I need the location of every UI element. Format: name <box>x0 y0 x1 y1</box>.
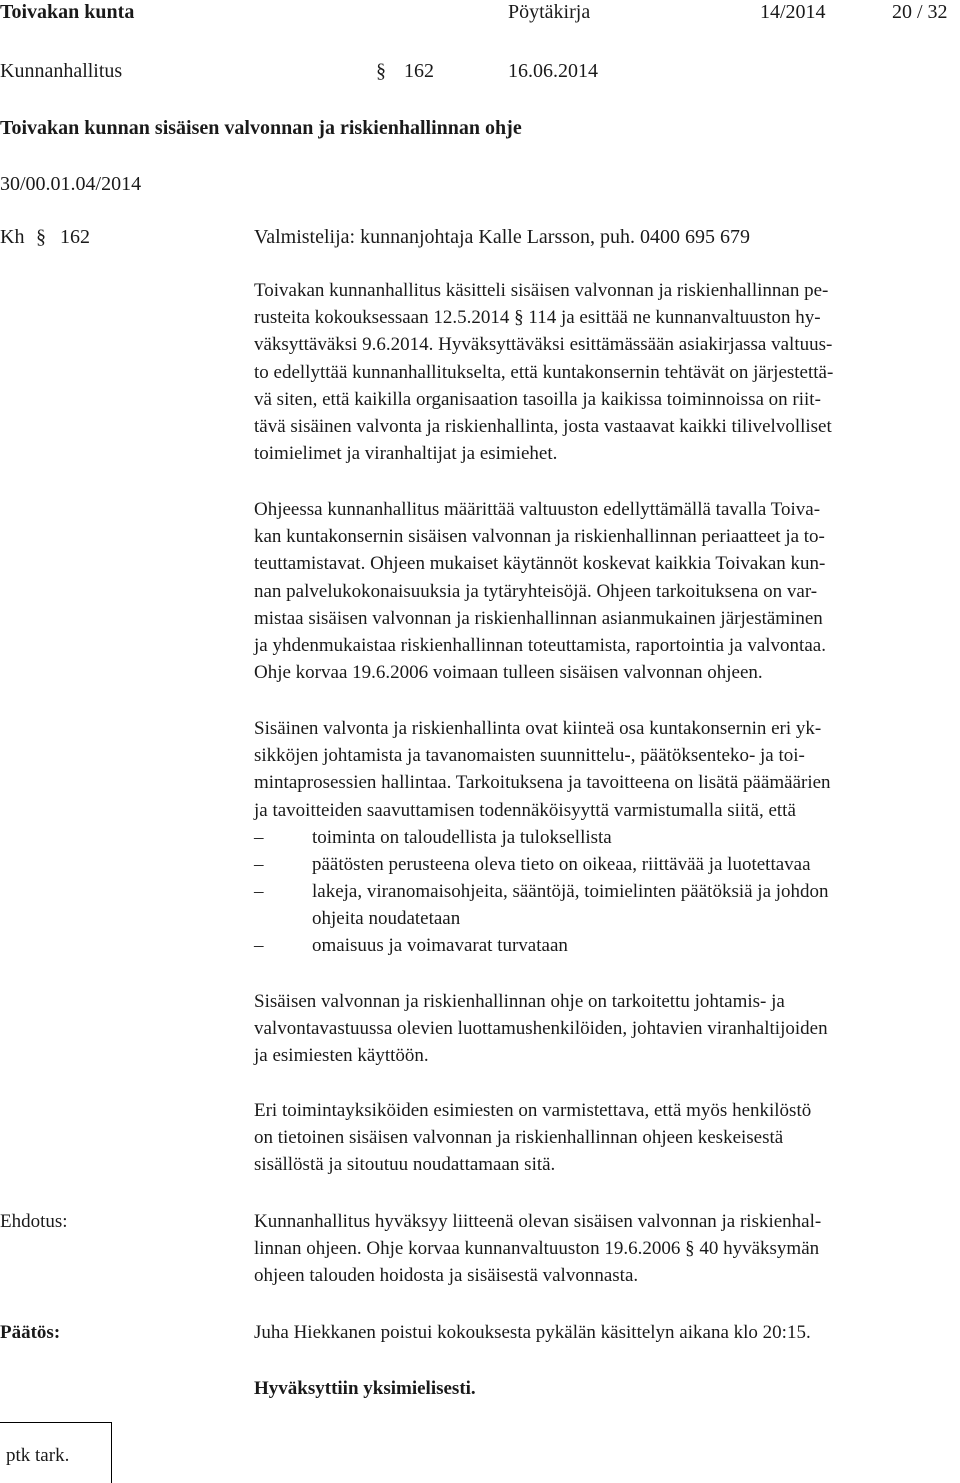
list-item: toiminta on taloudellista ja tuloksellista <box>312 827 612 848</box>
list-item: päätösten perusteena oleva tieto on oikeaa, riittävää ja luotettavaa <box>312 854 811 875</box>
paragraph-line: kan kuntakonsernin sisäisen valvonnan ja riskienhallinnan periaatteet ja to- <box>254 526 825 548</box>
paragraph-line: to edellyttää kunnanhallitukselta, että kuntakonsernin tehtävät on järjestettä- <box>254 361 834 383</box>
list-item: lakeja, viranomaisohjeita, sääntöjä, toimielinten päätöksiä ja johdon <box>312 881 829 902</box>
reference-number: 30/00.01.04/2014 <box>0 173 142 195</box>
paragraph-line: Ohjeessa kunnanhallitus määrittää valtuuston edellyttämällä tavalla Toiva- <box>254 499 821 520</box>
proposal-line: Kunnanhallitus hyväksyy liitteenä olevan sisäisen valvonnan ja riskienhal- <box>254 1211 822 1232</box>
paragraph-background <box>254 277 954 467</box>
dash-bullet: – <box>254 827 264 848</box>
dash-bullet: – <box>254 854 264 875</box>
proposal-label: Ehdotus: <box>0 1211 68 1232</box>
preparer-line: Valmistelija: kunnanjohtaja Kalle Larsson, puh. 0400 695 679 <box>254 226 751 248</box>
paragraph-line: ja tavoitteiden saavuttamisen todennäköisyyttä varmistumalla siitä, että <box>254 799 796 821</box>
paragraph-audience <box>254 988 954 1070</box>
paragraph-guideline-purpose <box>254 496 954 686</box>
dash-bullet: – <box>254 935 264 956</box>
paragraph-staff-awareness <box>254 1097 954 1179</box>
dash-bullet: – <box>254 881 264 902</box>
paragraph-line: tävä sisäinen valvonta ja riskienhallinta, josta vastaavat kaikki tilivelvolliset <box>254 416 832 438</box>
meeting-date: 16.06.2014 <box>508 60 598 82</box>
section-mark: § <box>376 60 386 82</box>
paragraph-line: ja esimiesten käyttöön. <box>254 1045 429 1067</box>
proposal-line: ohjeen talouden hoidosta ja sisäisestä valvonnasta. <box>254 1265 639 1287</box>
page-number: 20 / 32 <box>892 1 948 23</box>
paragraph-line: Sisäisen valvonnan ja riskienhallinnan ohje on tarkoitettu johtamis- ja <box>254 991 785 1012</box>
paragraph-line: Eri toimintayksiköiden esimiesten on varmistettava, että myös henkilöstö <box>254 1100 812 1121</box>
kh-section-mark: § <box>36 226 46 248</box>
decision-label: Päätös: <box>0 1322 61 1343</box>
org-name: Toivakan kunta <box>0 1 135 23</box>
minutes-check-label: ptk tark. <box>6 1445 70 1466</box>
paragraph-line: Sisäinen valvonta ja riskienhallinta ovat kiinteä osa kuntakonsernin eri yk- <box>254 718 822 739</box>
paragraph-line: mistaa sisäisen valvonnan ja riskienhallinnan asianmukainen järjestäminen <box>254 607 823 629</box>
proposal-line: linnan ohjeen. Ohje korvaa kunnanvaltuuston 19.6.2006 § 40 hyväksymän <box>254 1238 820 1260</box>
paragraph-internal-control <box>254 715 954 824</box>
paragraph-line: vä siten, että kaikilla organisaation tasoilla ja kaikissa toiminnoissa on riit- <box>254 388 821 410</box>
proposal-text <box>254 1208 954 1290</box>
paragraph-line: valvontavastuussa olevien luottamushenkilöiden, johtavien viranhaltijoiden <box>254 1018 828 1040</box>
paragraph-line: sikköjen johtamista ja tavanomaisten suunnittelu-, päätöksenteko- ja toi- <box>254 745 805 767</box>
document-title: Toivakan kunnan sisäisen valvonnan ja riskienhallinnan ohje <box>0 117 522 139</box>
paragraph-line: Toivakan kunnanhallitus käsitteli sisäisen valvonnan ja riskienhallinnan pe- <box>254 280 829 301</box>
list-item: omaisuus ja voimavarat turvataan <box>312 935 568 956</box>
doc-number: 14/2014 <box>760 1 826 23</box>
decision-result: Hyväksyttiin yksimielisesti. <box>254 1378 476 1399</box>
kh-number: 162 <box>60 226 90 248</box>
kh-label: Kh <box>0 226 25 248</box>
paragraph-line: on tietoinen sisäisen valvonnan ja riskienhallinnan ohjeen keskeisestä <box>254 1127 784 1149</box>
paragraph-line: sisällöstä ja sitoutuu noudattamaan sitä. <box>254 1154 556 1176</box>
paragraph-line: teuttamistavat. Ohjeen mukaiset käytännöt koskevat kaikkia Toivakan kun- <box>254 553 826 575</box>
list-item-continuation: ohjeita noudatetaan <box>312 908 461 929</box>
minutes-check-box <box>0 1422 112 1483</box>
paragraph-line: Ohje korvaa 19.6.2006 voimaan tulleen sisäisen valvonnan ohjeen. <box>254 662 763 684</box>
paragraph-line: ja yhdenmukaistaa riskienhallinnan toteuttamista, raportointia ja valvontaa. <box>254 635 826 657</box>
section-number: 162 <box>404 60 434 82</box>
paragraph-line: rusteita kokouksessaan 12.5.2014 § 114 ja esittää ne kunnanvaltuuston hy- <box>254 307 821 329</box>
paragraph-line: toimielimet ja viranhaltijat ja esimiehet. <box>254 443 558 465</box>
paragraph-line: väksyttäväksi 9.6.2014. Hyväksyttäväksi esittämässään asiakirjassa valtuus- <box>254 334 833 356</box>
body-name: Kunnanhallitus <box>0 60 123 82</box>
paragraph-line: mintaprosessien hallintaa. Tarkoituksena ja tavoitteena on lisätä päämäärien <box>254 772 831 794</box>
dash-list <box>0 824 960 964</box>
decision-text: Juha Hiekkanen poistui kokouksesta pykälän käsittelyn aikana klo 20:15. <box>254 1322 811 1343</box>
doc-type: Pöytäkirja <box>508 1 591 23</box>
paragraph-line: nan palvelukokonaisuuksia ja tytäryhteisöjä. Ohjeen tarkoituksena on var- <box>254 580 818 602</box>
